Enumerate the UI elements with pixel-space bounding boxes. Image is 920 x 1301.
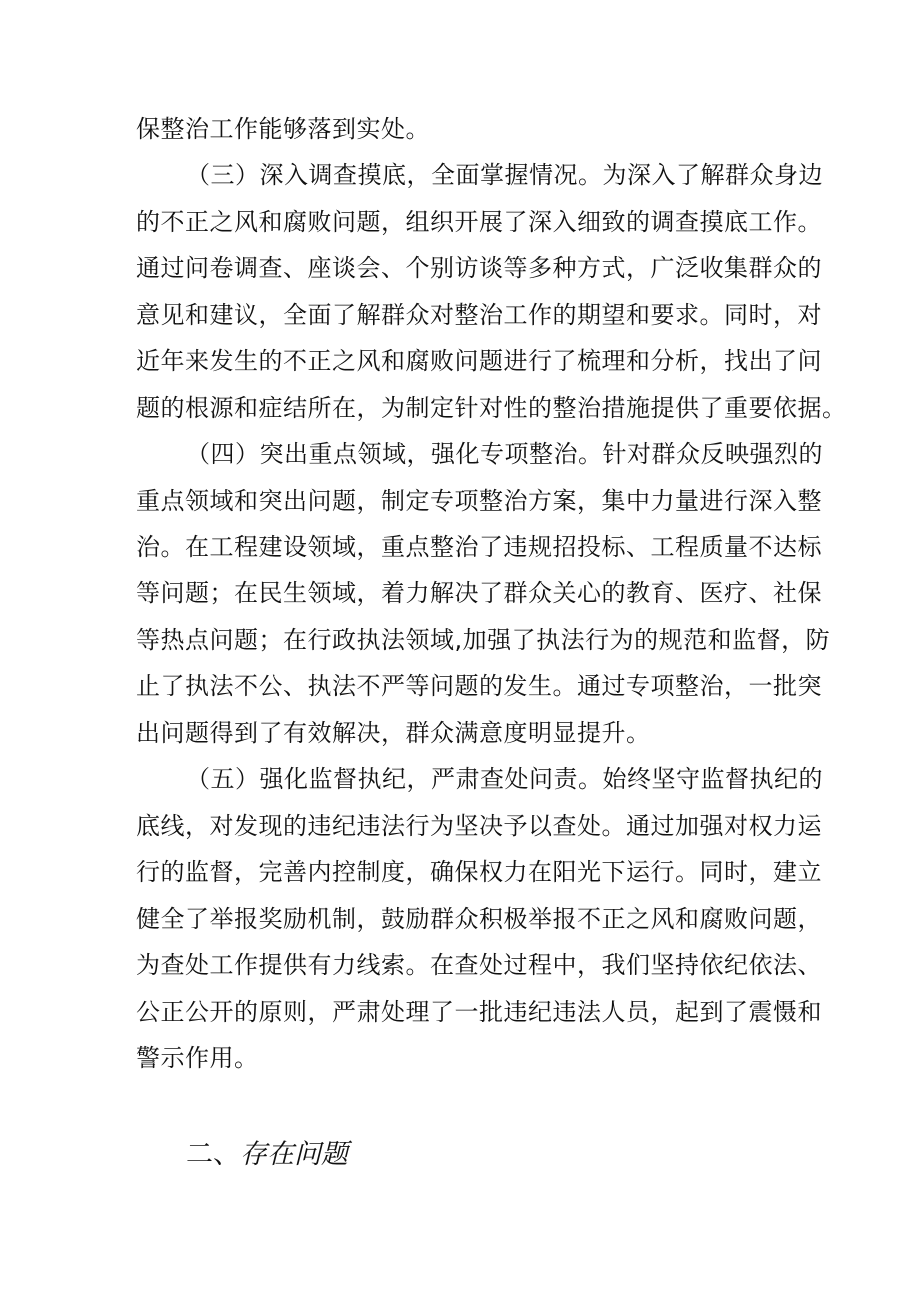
paragraph-line: 保整治工作能够落到实处。 [136,115,430,143]
section-3-title-line: （三）深入调查摸底，全面掌握情况。为深入了解群众身边 [186,161,823,189]
paragraph-line: 等热点问题；在行政执法领域,加强了执法行为的规范和监督，防 [136,626,831,654]
paragraph-line: 治。在工程建设领域，重点整治了违规招投标、工程质量不达标 [136,533,822,561]
section-4-title-line: （四）突出重点领域，强化专项整治。针对群众反映强烈的 [186,440,823,468]
paragraph-line: 底线，对发现的违纪违法行为坚决予以查处。通过加强对权力运 [136,812,822,840]
paragraph-line: 止了执法不公、执法不严等问题的发生。通过专项整治，一批突 [136,672,822,700]
paragraph-line: 公正公开的原则，严肃处理了一批违纪违法人员，起到了震慑和 [136,998,822,1026]
paragraph-line: 等问题；在民生领域，着力解决了群众关心的教育、医疗、社保 [136,579,822,607]
paragraph-line: 警示作用。 [136,1044,259,1072]
heading-text: 存在问题 [240,1139,348,1170]
paragraph-line: 的不正之风和腐败问题，组织开展了深入细致的调查摸底工作。 [136,208,822,236]
paragraph-line: 健全了举报奖励机制，鼓励群众积极举报不正之风和腐败问题， [136,905,822,933]
paragraph-line: 重点领域和突出问题，制定专项整治方案，集中力量进行深入整 [136,487,822,515]
paragraph-line: 出问题得到了有效解决，群众满意度明显提升。 [136,719,651,747]
paragraph-line: 近年来发生的不正之风和腐败问题进行了梳理和分析，找出了问 [136,347,822,375]
paragraph-line: 通过问卷调查、座谈会、个别访谈等多种方式，广泛收集群众的 [136,254,822,282]
section-heading [186,1132,348,1178]
paragraph-line: 行的监督，完善内控制度，确保权力在阳光下运行。同时，建立 [136,858,822,886]
paragraph-line: 为查处工作提供有力线索。在查处过程中，我们坚持依纪依法、 [136,951,822,979]
paragraph-line: 题的根源和症结所在，为制定针对性的整治措施提供了重要依据。 [136,394,847,422]
heading-number: 二、 [186,1139,240,1170]
section-5-title-line: （五）强化监督执纪，严肃查处问责。始终坚守监督执纪的 [186,765,823,793]
paragraph-line: 意见和建议，全面了解群众对整治工作的期望和要求。同时，对 [136,301,822,329]
